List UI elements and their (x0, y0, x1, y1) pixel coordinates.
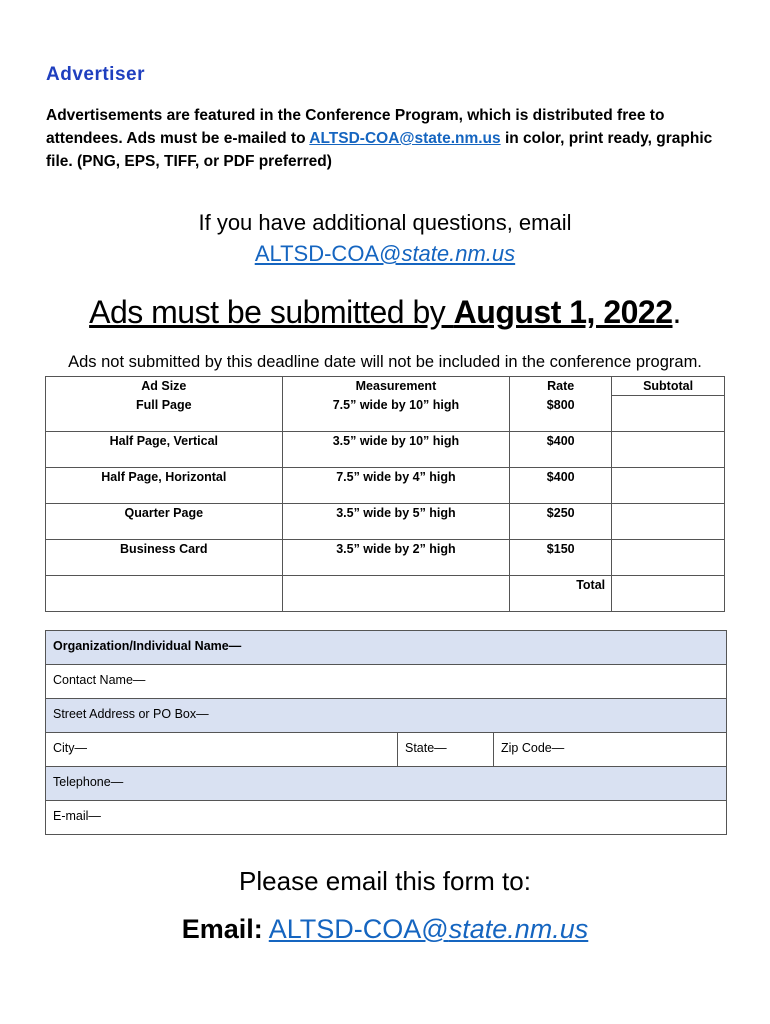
telephone-label: Telephone— (53, 775, 124, 789)
subtotal-cell[interactable] (612, 432, 725, 468)
footer-instruction: Please email this form to: (239, 866, 531, 896)
header-subtotal: Subtotal (612, 377, 725, 396)
intro-text-1: Advertisements are featured in the Conference Program, which is distributed free to attendees. Ads must be e-mailed to (46, 107, 665, 147)
header-measurement: Measurement (282, 377, 510, 396)
zip-label: Zip Code— (501, 741, 565, 755)
table-row (46, 432, 725, 468)
ad-size-cell: Full Page (46, 396, 283, 432)
measurement-cell: 7.5” wide by 4” high (282, 468, 510, 504)
section-heading: Advertiser (46, 64, 145, 85)
table-row (46, 540, 725, 576)
street-label: Street Address or PO Box— (53, 707, 209, 721)
zip-field[interactable] (493, 733, 726, 766)
subtotal-cell[interactable] (612, 504, 725, 540)
rate-cell: $400 (510, 468, 612, 504)
city-label: City— (53, 741, 88, 755)
state-label: State— (405, 741, 447, 755)
ad-size-cell: Half Page, Vertical (46, 432, 283, 468)
rate-cell: $250 (510, 504, 612, 540)
ad-size-cell: Half Page, Horizontal (46, 468, 283, 504)
total-label: Total (510, 576, 612, 612)
ad-size-cell: Quarter Page (46, 504, 283, 540)
table-row (46, 504, 725, 540)
rate-cell: $800 (510, 396, 612, 432)
footer-email-label: Email: (181, 914, 263, 944)
subtotal-cell[interactable] (612, 396, 725, 432)
footer-email-line (0, 914, 770, 945)
rate-cell: $400 (510, 432, 612, 468)
deadline-prefix: Ads must be submitted by (89, 294, 454, 330)
questions-email-user: ALTSD-COA@ (254, 241, 402, 266)
email-row[interactable] (46, 801, 726, 834)
table-row (46, 468, 725, 504)
footer-email-link[interactable]: ALTSD-COA@state.nm.us (268, 914, 589, 944)
empty-cell (282, 576, 510, 612)
deadline-suffix: . (672, 294, 681, 330)
header-ad-size: Ad Size (46, 377, 283, 396)
total-value-cell[interactable] (612, 576, 725, 612)
measurement-cell: 7.5” wide by 10” high (282, 396, 510, 432)
org-name-label: Organization/Individual Name— (53, 639, 242, 653)
measurement-cell: 3.5” wide by 5” high (282, 504, 510, 540)
intro-paragraph (46, 104, 726, 173)
measurement-cell: 3.5” wide by 10” high (282, 432, 510, 468)
org-name-row[interactable] (46, 631, 726, 665)
table-header-row (46, 377, 725, 396)
intro-email-link[interactable]: ALTSD-COA@state.nm.us (309, 130, 501, 147)
deadline-date: August 1, 2022 (453, 294, 673, 330)
contact-form (45, 630, 727, 835)
city-state-zip-row (46, 733, 726, 767)
street-row[interactable] (46, 699, 726, 733)
email-label: E-mail— (53, 809, 101, 823)
subtotal-cell[interactable] (612, 540, 725, 576)
deadline-statement (0, 294, 770, 331)
questions-line: If you have additional questions, email (198, 210, 572, 235)
rate-cell: $150 (510, 540, 612, 576)
intro-text-2: in color, print ready, graphic file. (PNG, EPS, TIFF, or PDF preferred) (46, 130, 713, 170)
header-rate: Rate (510, 377, 612, 396)
city-field[interactable] (46, 733, 397, 766)
questions-email-domain: state.nm.us (401, 241, 516, 266)
total-row (46, 576, 725, 612)
contact-name-label: Contact Name— (53, 673, 146, 687)
subtotal-cell[interactable] (612, 468, 725, 504)
state-field[interactable] (397, 733, 493, 766)
ad-size-cell: Business Card (46, 540, 283, 576)
measurement-cell: 3.5” wide by 2” high (282, 540, 510, 576)
questions-email-link[interactable] (0, 241, 770, 267)
empty-cell (46, 576, 283, 612)
contact-name-row[interactable] (46, 665, 726, 699)
deadline-note: Ads not submitted by this deadline date will not be included in the conference program. (68, 353, 702, 371)
ad-pricing-table (45, 376, 725, 612)
table-row (46, 396, 725, 432)
telephone-row[interactable] (46, 767, 726, 801)
